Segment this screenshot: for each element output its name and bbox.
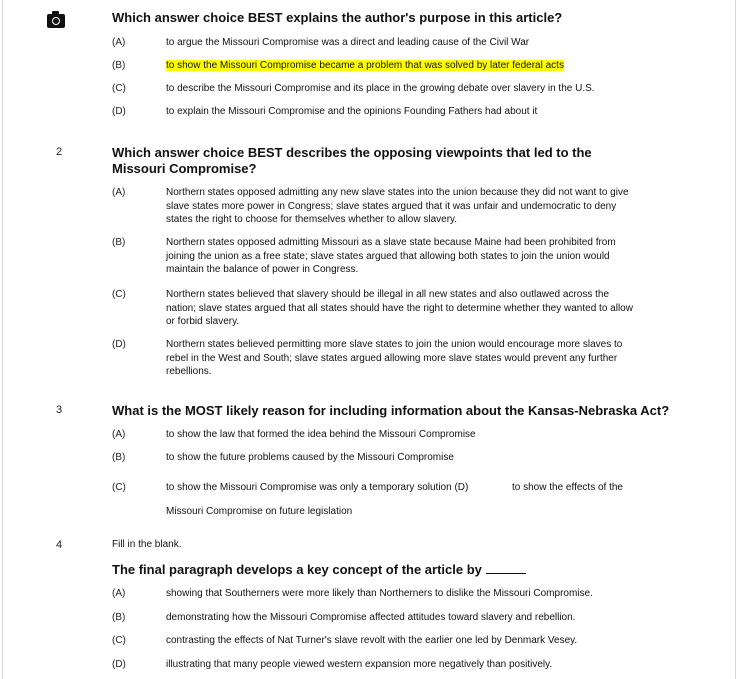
q2-option-c-text[interactable]: Northern states believed that slavery should be illegal in all new states and also outlawed across the nation; slave states argued that all states should have the right to determine whether they wanted to allow or forbid slavery. [166,289,633,328]
camera-icon[interactable] [47,14,65,28]
q3-option-b-letter: (B) [112,452,126,463]
q1-option-d-letter: (D) [112,106,126,117]
q1-option-b-text[interactable] [166,59,636,73]
q3-option-c-letter: (C) [112,482,126,493]
q4-option-d-text[interactable]: illustrating that many people viewed western expansion more negatively than positively. [166,659,553,670]
question-4-number: 4 [56,539,63,551]
question-2-number: 2 [56,146,63,158]
q1-option-d-text[interactable]: to explain the Missouri Compromise and the opinions Founding Fathers had about it [166,106,538,117]
q3-option-a-letter: (A) [112,429,126,440]
q4-option-c-text[interactable]: contrasting the effects of Nat Turner's slave revolt with the earlier one led by Denmark Vesey. [166,635,578,646]
q4-option-d-letter: (D) [112,659,126,670]
q2-option-b-text[interactable]: Northern states opposed admitting Missouri as a slave state because Maine had been prohibited from joining the union as a free state; slave states argued that allowing both states to join the union would maintain the balance of power in Congress. [166,237,616,276]
q3-option-d-text[interactable]: to show the effects of the [512,482,623,493]
question-4-stem: The final paragraph develops a key concept of the article by [112,562,482,577]
q3-option-d-continuation: Missouri Compromise on future legislation [166,506,353,517]
q1-option-a-letter: (A) [112,37,126,48]
question-4-instruction: Fill in the blank. [112,539,182,550]
q2-option-a-text[interactable]: Northern states opposed admitting any new slave states into the union because they did not want to give slave states more power in Congress; slave states argued that it was unfair and undemocratic to deny states the right to choose for themselves whether to allow slavery. [166,187,629,226]
q4-option-b-text[interactable]: demonstrating how the Missouri Compromise affected attitudes toward slavery and rebellion. [166,612,576,623]
q1-option-c-letter: (C) [112,83,126,94]
q3-option-c-text[interactable]: to show the Missouri Compromise was only a temporary solution (D) [166,482,469,493]
q4-option-b-letter: (B) [112,612,126,623]
question-2-text: Which answer choice BEST describes the opposing viewpoints that led to the Missouri Compromise? [112,145,592,176]
question-3-text: What is the MOST likely reason for including information about the Kansas-Nebraska Act? [112,403,670,418]
q1-option-c-text[interactable]: to describe the Missouri Compromise and its place in the growing debate over slavery in the U.S. [166,83,595,94]
q4-option-a-letter: (A) [112,588,126,599]
q3-option-b-text[interactable]: to show the future problems caused by the Missouri Compromise [166,452,454,463]
q3-option-a-text[interactable]: to show the law that formed the idea behind the Missouri Compromise [166,429,476,440]
q2-option-a-letter: (A) [112,187,126,198]
q2-option-b-letter: (B) [112,237,126,248]
q1-option-a-text[interactable]: to argue the Missouri Compromise was a direct and leading cause of the Civil War [166,37,530,48]
highlighted-answer: to show the Missouri Compromise became a problem that was solved by later federal acts [166,60,564,71]
q2-option-d-letter: (D) [112,339,126,350]
question-3-number: 3 [56,404,63,416]
q1-option-b-letter: (B) [112,60,126,71]
q4-option-c-letter: (C) [112,635,126,646]
q2-option-d-text[interactable]: Northern states believed permitting more slave states to join the union would encourage more slaves to rebel in the West and South; slave states argued allowing more slave states would prevent any further rebellions. [166,339,623,378]
question-1-text: Which answer choice BEST explains the author's purpose in this article? [112,10,563,25]
q4-option-a-text[interactable]: showing that Southerners were more likely than Northerners to dislike the Missouri Compromise. [166,588,593,599]
fill-blank[interactable] [486,563,526,574]
q2-option-c-letter: (C) [112,289,126,300]
question-4-text [112,562,632,578]
